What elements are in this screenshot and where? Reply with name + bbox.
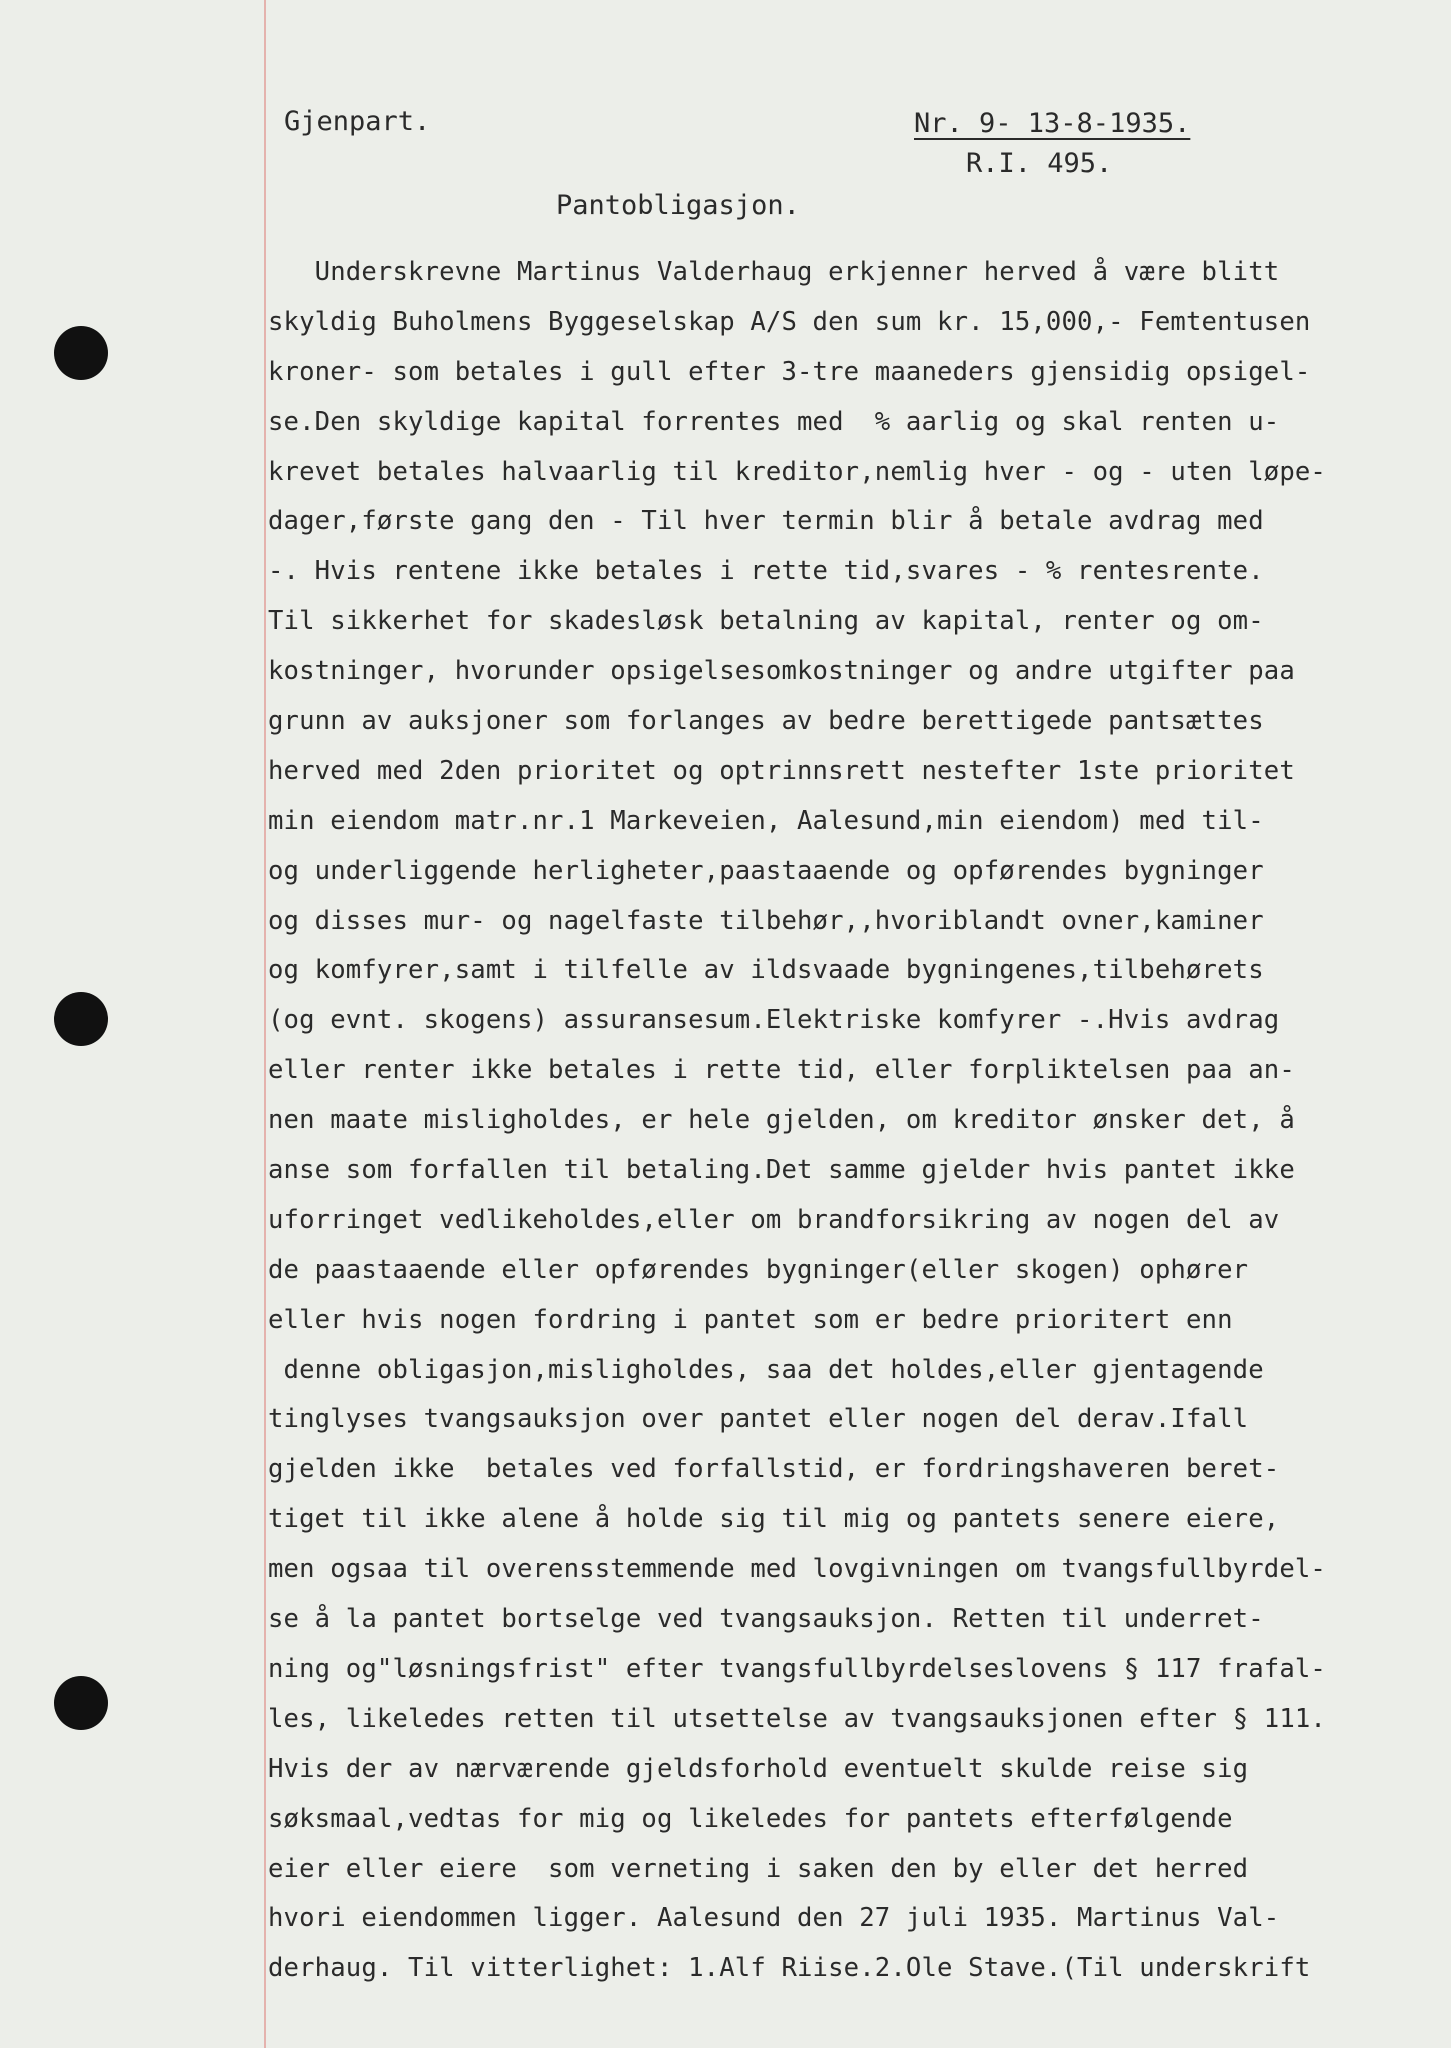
body-line: eller hvis nogen fordring i pantet som er bedre prioritert enn <box>268 1304 1233 1335</box>
body-line: derhaug. Til vitterlighet: 1.Alf Riise.2.Ole Stave.(Til underskrift <box>268 1953 1311 1984</box>
body-line: men ogsaa til overensstemmende med lovgivningen om tvangsfullbyrdel- <box>268 1554 1326 1585</box>
body-line: eller renter ikke betales i rette tid, eller forpliktelsen paa an- <box>268 1055 1295 1086</box>
body-line: tinglyses tvangsauksjon over pantet eller nogen del derav.Ifall <box>268 1404 1249 1435</box>
body-line: gjelden ikke betales ved forfallstid, er fordringshaveren beret- <box>268 1454 1280 1485</box>
body-line: se å la pantet bortselge ved tvangsauksjon. Retten til underret- <box>268 1604 1264 1635</box>
document-title: Pantobligasjon. <box>556 190 800 221</box>
body-line: skyldig Buholmens Byggeselskap A/S den sum kr. 15,000,- Femtentusen <box>268 306 1311 337</box>
body-line: krevet betales halvaarlig til kreditor,nemlig hver - og - uten løpe- <box>268 456 1326 487</box>
body-line: (og evnt. skogens) assuransesum.Elektriske komfyrer -.Hvis avdrag <box>268 1005 1280 1036</box>
margin-rule <box>264 0 266 2048</box>
body-line: Til sikkerhet for skadesløsk betalning av kapital, renter og om- <box>268 606 1264 637</box>
body-line: -. Hvis rentene ikke betales i rette tid,svares - % rentesrente. <box>268 556 1264 587</box>
registry-reference: R.I. 495. <box>966 148 1113 179</box>
body-line: dager,første gang den - Til hver termin blir å betale avdrag med <box>268 506 1264 537</box>
body-line: de paastaaende eller opførendes bygninger(eller skogen) ophører <box>268 1254 1249 1285</box>
copy-label: Gjenpart. <box>284 106 431 137</box>
body-line: hvori eiendommen ligger. Aalesund den 27 juli 1935. Martinus Val- <box>268 1903 1280 1934</box>
body-line: grunn av auksjoner som forlanges av bedre berettigede pantsættes <box>268 706 1264 737</box>
document-body <box>268 248 1428 1994</box>
punch-hole-bottom <box>54 1676 108 1730</box>
body-line: og komfyrer,samt i tilfelle av ildsvaade bygningenes,tilbehørets <box>268 955 1264 986</box>
body-line: kostninger, hvorunder opsigelsesomkostninger og andre utgifter paa <box>268 656 1295 687</box>
body-line: søksmaal,vedtas for mig og likeledes for pantets efterfølgende <box>268 1803 1233 1834</box>
body-line: les, likeledes retten til utsettelse av tvangsauksjonen efter § 111. <box>268 1703 1326 1734</box>
body-line: uforringet vedlikeholdes,eller om brandforsikring av nogen del av <box>268 1204 1280 1235</box>
body-line: denne obligasjon,misligholdes, saa det holdes,eller gjentagende <box>268 1354 1264 1385</box>
body-line: herved med 2den prioritet og optrinnsrett nestefter 1ste prioritet <box>268 755 1295 786</box>
body-line: nen maate misligholdes, er hele gjelden, om kreditor ønsker det, å <box>268 1105 1295 1136</box>
body-line: se.Den skyldige kapital forrentes med % aarlig og skal renten u- <box>268 406 1280 437</box>
body-line: og underliggende herligheter,paastaaende og opførendes bygninger <box>268 855 1264 886</box>
punch-hole-middle <box>54 992 108 1046</box>
document-number: Nr. 9- 13-8-1935. <box>914 108 1191 139</box>
punch-hole-top <box>54 326 108 380</box>
body-line: anse som forfallen til betaling.Det samme gjelder hvis pantet ikke <box>268 1155 1295 1186</box>
body-line: Underskrevne Martinus Valderhaug erkjenner herved å være blitt <box>268 257 1280 287</box>
body-line: eier eller eiere som verneting i saken den by eller det herred <box>268 1853 1249 1884</box>
body-line: tiget til ikke alene å holde sig til mig og pantets senere eiere, <box>268 1504 1280 1535</box>
body-line: ning og"løsningsfrist" efter tvangsfullbyrdelseslovens § 117 frafal- <box>268 1653 1326 1684</box>
body-line: kroner- som betales i gull efter 3-tre maaneders gjensidig opsigel- <box>268 356 1311 387</box>
body-line: og disses mur- og nagelfaste tilbehør,,hvoriblandt ovner,kaminer <box>268 905 1264 936</box>
body-line: Hvis der av nærværende gjeldsforhold eventuelt skulde reise sig <box>268 1753 1249 1784</box>
body-line: min eiendom matr.nr.1 Markeveien, Aalesund,min eiendom) med til- <box>268 805 1264 836</box>
